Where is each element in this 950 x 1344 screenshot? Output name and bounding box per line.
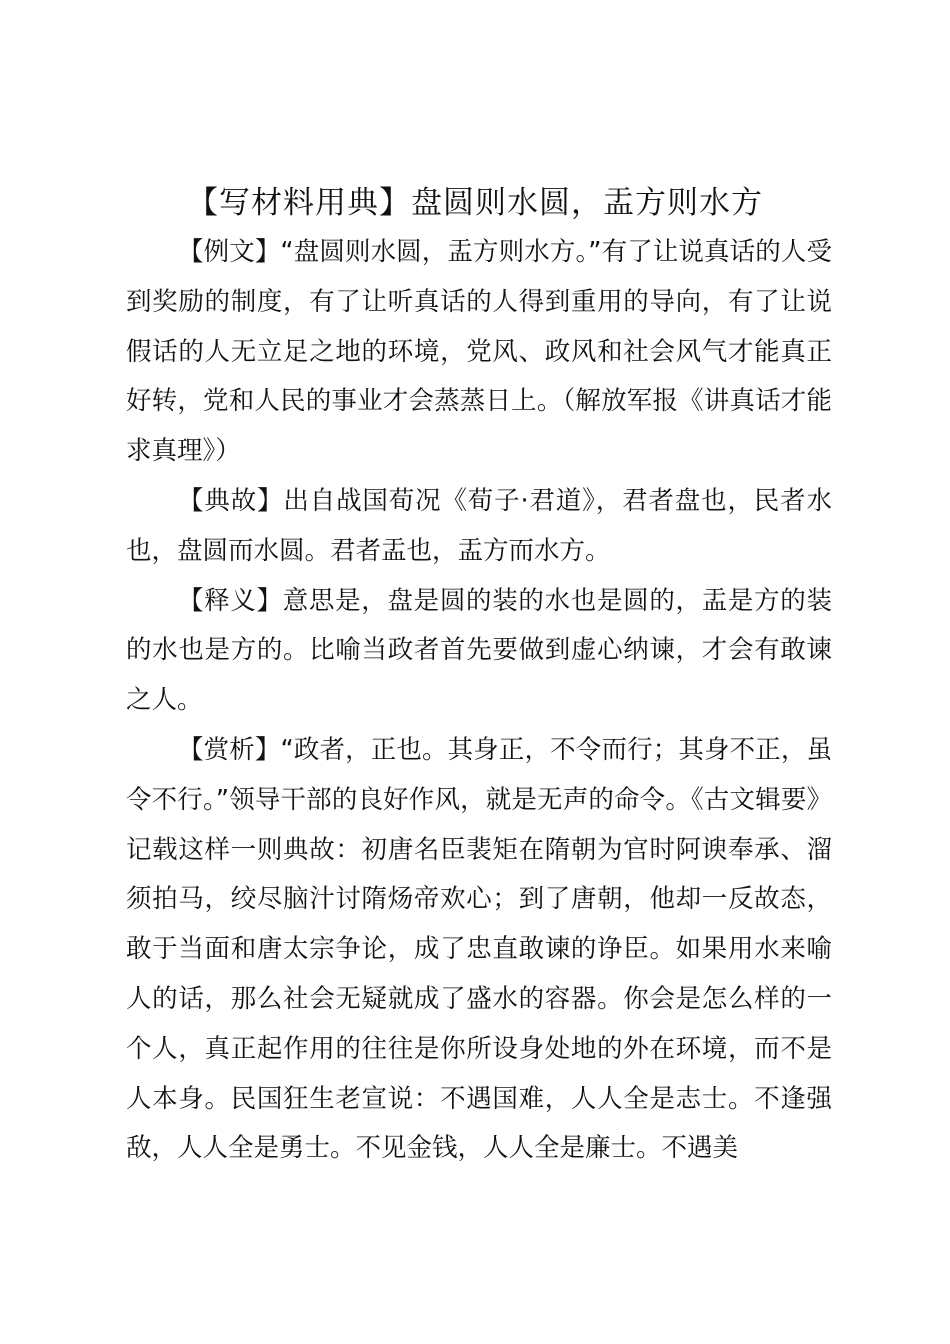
paragraph-example: 【例文】“盘圆则水圆，盂方则水方。”有了让说真话的人受到奖励的制度，有了让听真话的人得到重用的导向，有了让说假话的人无立足之地的环境，党风、政风和社会风气才能真正好转，党和人民的事业才会蒸蒸日上。（解放军报《讲真话才能求真理》） [126, 237, 832, 467]
document-title: 【写材料用典】盘圆则水圆，盂方则水方 [187, 185, 763, 221]
paragraph-allusion: 【典故】出自战国荀况《荀子·君道》，君者盘也，民者水也，盘圆而水圆。君者盂也，盂方而水方。 [126, 485, 832, 566]
paragraph-analysis: 【赏析】“政者，正也。其身正，不令而行；其身不正，虽令不行。”领导干部的良好作风，就是无声的命令。《古文辑要》记载这样一则典故：初唐名臣裴矩在隋朝为官时阿谀奉承、溜须拍马，绞尽脑汁讨隋炀帝欢心；到了唐朝，他却一反故态，敢于当面和唐太宗争论，成了忠直敢谏的诤臣。如果用水来喻人的话，那么社会无疑就成了盛水的容器。你会是怎么样的一个人，真正起作用的往往是你所设身处地的外在环境，而不是人本身。民国狂生老宣说：不遇国难，人人全是志士。不逢强敌，人人全是勇士。不见金钱，人人全是廉士。不遇美 [126, 734, 832, 1164]
document-body [126, 228, 832, 1174]
paragraph-meaning: 【释义】意思是，盘是圆的装的水也是圆的，盂是方的装的水也是方的。比喻当政者首先要做到虚心纳谏，才会有敢谏之人。 [126, 585, 832, 716]
